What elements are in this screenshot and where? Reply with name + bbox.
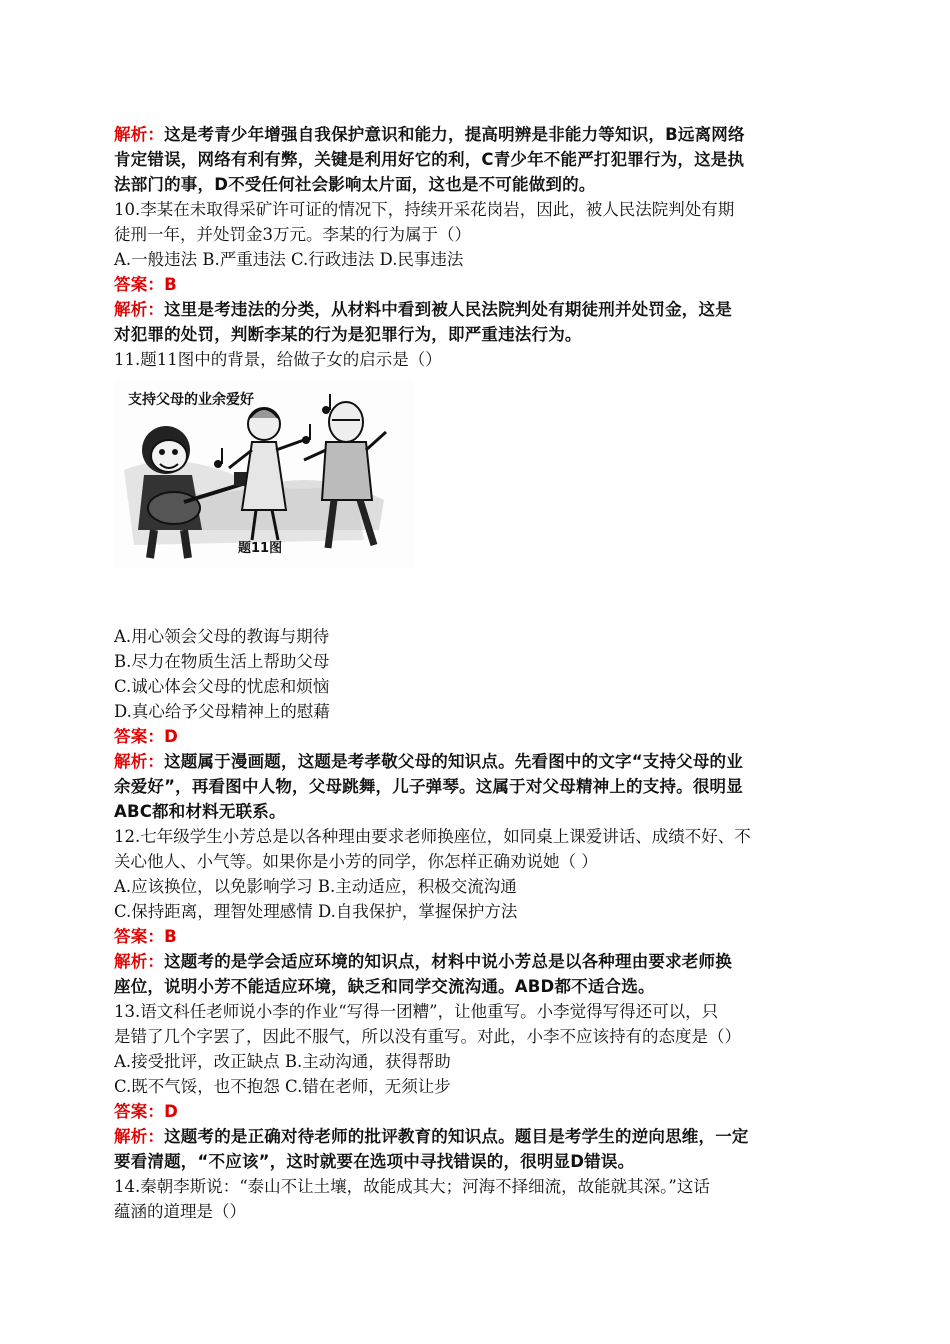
q11-analysis-line: 解析：这题属于漫画题，这题是考孝敬父母的知识点。先看图中的文字“支持父母的业 (114, 752, 743, 771)
q11-option: D.真心给予父母精神上的慰藉 (114, 702, 330, 721)
q10-stem-line: 徒刑一年，并处罚金3万元。李某的行为属于（） (114, 225, 471, 244)
q13-options: C.既不气馁，也不抱怨 C.错在老师，无须让步 (114, 1077, 451, 1096)
figure-caption-top: 支持父母的业余爱好 (128, 392, 254, 408)
q11-stem-line: 11.题11图中的背景，给做子女的启示是（） (114, 350, 442, 369)
cartoon-illustration (114, 380, 414, 568)
q9-analysis-line: 肯定错误，网络有利有弊，关键是利用好它的利，C青少年不能严打犯罪行为，这是执 (114, 150, 745, 169)
analysis-label: 解析： (114, 752, 165, 771)
analysis-label: 解析： (114, 952, 165, 971)
q10-options: A.一般违法 B.严重违法 C.行政违法 D.民事违法 (114, 250, 464, 269)
q13-stem-line: 是错了几个字罢了，因此不服气，所以没有重写。对此，小李不应该持有的态度是（） (114, 1027, 741, 1046)
q12-analysis-line: 座位，说明小芳不能适应环境，缺乏和同学交流沟通。ABD都不适合选。 (114, 977, 655, 996)
q11-answer (114, 724, 838, 749)
answer-label: 答案： (114, 1102, 165, 1121)
q14-stem-line: 14.秦朝李斯说：“泰山不让土壤，故能成其大；河海不择细流，故能就其深。”这话 (114, 1177, 710, 1196)
q10-analysis-line: 解析：这里是考违法的分类，从材料中看到被人民法院判处有期徒刑并处罚金，这是 (114, 300, 732, 319)
q10-analysis-line: 对犯罪的处罚，判断李某的行为是犯罪行为，即严重违法行为。 (114, 325, 582, 344)
answer-label: 答案： (114, 927, 165, 946)
analysis-label: 解析： (114, 125, 165, 144)
q12-stem-line: 12.七年级学生小芳总是以各种理由要求老师换座位，如同桌上课爱讲话、成绩不好、不 (114, 827, 751, 846)
answer-value: D (164, 727, 179, 746)
answer-label: 答案： (114, 275, 165, 294)
analysis-label: 解析： (114, 1127, 165, 1146)
q9-analysis-line: 法部门的事，D不受任何社会影响太片面，这也是不可能做到的。 (114, 175, 596, 194)
answer-value: B (164, 927, 177, 946)
q13-answer (114, 1099, 838, 1124)
answer-value: B (164, 275, 177, 294)
q12-answer (114, 924, 838, 949)
q11-analysis-line: 余爱好”，再看图中人物，父母跳舞，儿子弹琴。这属于对父母精神上的支持。很明显 (114, 777, 743, 796)
q11-option: A.用心领会父母的教诲与期待 (114, 627, 330, 646)
analysis-label: 解析： (114, 300, 165, 319)
figure-caption-bottom: 题11图 (238, 541, 283, 556)
q11-option: C.诚心体会父母的忧虑和烦恼 (114, 677, 330, 696)
q11-analysis-line: ABC都和材料无联系。 (114, 802, 286, 821)
q10-stem-line: 10.李某在未取得采矿许可证的情况下，持续开采花岗岩，因此，被人民法院判处有期 (114, 200, 735, 219)
document-page (114, 122, 838, 1224)
q14-stem-line: 蕴涵的道理是（） (114, 1202, 246, 1221)
q13-analysis-line: 要看清题，“不应该”，这时就要在选项中寻找错误的，很明显D错误。 (114, 1152, 635, 1171)
answer-label: 答案： (114, 727, 165, 746)
q9-analysis-line: 解析：这是考青少年增强自我保护意识和能力，提高明辨是非能力等知识，B远离网络 (114, 125, 745, 144)
q13-options: A.接受批评，改正缺点 B.主动沟通，获得帮助 (114, 1052, 451, 1071)
q12-options: C.保持距离，理智处理感情 D.自我保护，掌握保护方法 (114, 902, 518, 921)
q12-options: A.应该换位，以免影响学习 B.主动适应，积极交流沟通 (114, 877, 517, 896)
cartoon-figure (114, 380, 414, 568)
q13-analysis-line: 解析：这题考的是正确对待老师的批评教育的知识点。题目是考学生的逆向思维，一定 (114, 1127, 749, 1146)
q13-stem-line: 13.语文科任老师说小李的作业“写得一团糟”，让他重写。小李觉得写得还可以，只 (114, 1002, 719, 1021)
q12-analysis-line: 解析：这题考的是学会适应环境的知识点，材料中说小芳总是以各种理由要求老师换 (114, 952, 732, 971)
q12-stem-line: 关心他人、小气等。如果你是小芳的同学，你怎样正确劝说她（ ） (114, 852, 598, 871)
answer-value: D (164, 1102, 179, 1121)
q10-answer (114, 272, 838, 297)
q11-option: B.尽力在物质生活上帮助父母 (114, 652, 330, 671)
